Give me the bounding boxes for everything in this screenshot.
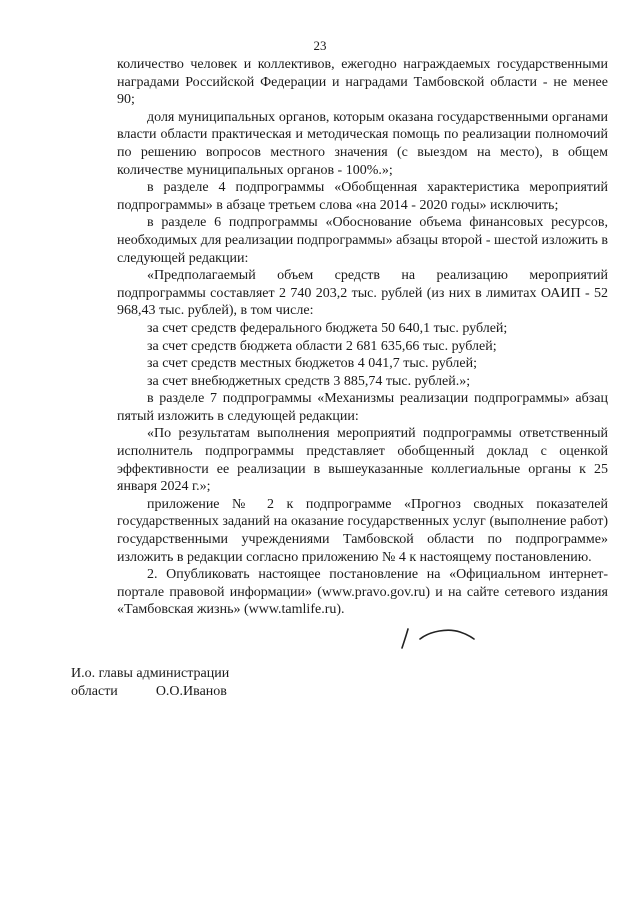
funding-extrabudget: за счет внебюджетных средств 3 885,74 тыс. рублей.»;: [147, 373, 471, 389]
paragraph-1: количество человек и коллективов, ежегодно награждаемых государственными наградами Российской Федерации и наградами Тамбовской области - не менее 90;: [117, 57, 608, 108]
signatory-line: [71, 683, 229, 701]
signatory-region: области: [71, 684, 118, 699]
document-body: [117, 56, 608, 619]
funding-local: за счет средств местных бюджетов 4 041,7 тыс. рублей;: [147, 356, 477, 372]
page-number: 23: [313, 38, 327, 53]
signature-block: [71, 665, 229, 701]
funding-regional: за счет средств бюджета области 2 681 635,66 тыс. рублей;: [147, 338, 497, 354]
paragraph-10: в разделе 7 подпрограммы «Механизмы реализации подпрограммы» абзац пятый изложить в следующей редакции:: [117, 391, 608, 424]
funding-federal: за счет средств федерального бюджета 50 640,1 тыс. рублей;: [147, 320, 508, 336]
signatory-position: И.о. главы администрации: [71, 666, 230, 681]
paragraph-4: в разделе 6 подпрограммы «Обоснование объема финансовых ресурсов, необходимых для реализации подпрограммы» абзацы второй - шестой изложить в следующей редакции:: [117, 215, 608, 266]
paragraph-5: «Предполагаемый объем средств на реализацию мероприятий подпрограммы составляет 2 740 203,2 тыс. рублей (из них в лимитах ОАИП - 52 968,43 тыс. рублей), в том числе:: [117, 268, 608, 319]
signatory-name: О.О.Иванов: [155, 684, 227, 699]
paragraph-11: «По результатам выполнения мероприятий подпрограммы ответственный исполнитель подпрограммы представляет обобщенный доклад с оценкой эффективности ее реализации в вышеуказанные коллегиальные органы к 25 января 2024 г.»;: [117, 426, 608, 495]
paragraph-13: 2. Опубликовать настоящее постановление на «Официальном интернет-портале правовой информации» (www.pravo.gov.ru) и на сайте сетевого издания «Тамбовская жизнь» (www.tamlife.ru).: [117, 567, 608, 618]
paragraph-12: приложение № 2 к подпрограмме «Прогноз сводных показателей государственных заданий на оказание государственных услуг (выполнение работ) государственными учреждениями Тамбовской области по подпрограмме» изложить в редакции согласно приложению № 4 к настоящему постановлению.: [117, 496, 608, 565]
paragraph-3: в разделе 4 подпрограммы «Обобщенная характеристика мероприятий подпрограммы» в абзаце третьем слова «на 2014 - 2020 годы» исключить;: [117, 180, 608, 213]
handwritten-signature: [396, 624, 476, 650]
paragraph-2: доля муниципальных органов, которым оказана государственными органами власти области практическая и методическая помощь по реализации полномочий по решению вопросов местного значения (с выездом на место), в общем количестве муниципальных органов - 100%.»;: [117, 109, 608, 178]
